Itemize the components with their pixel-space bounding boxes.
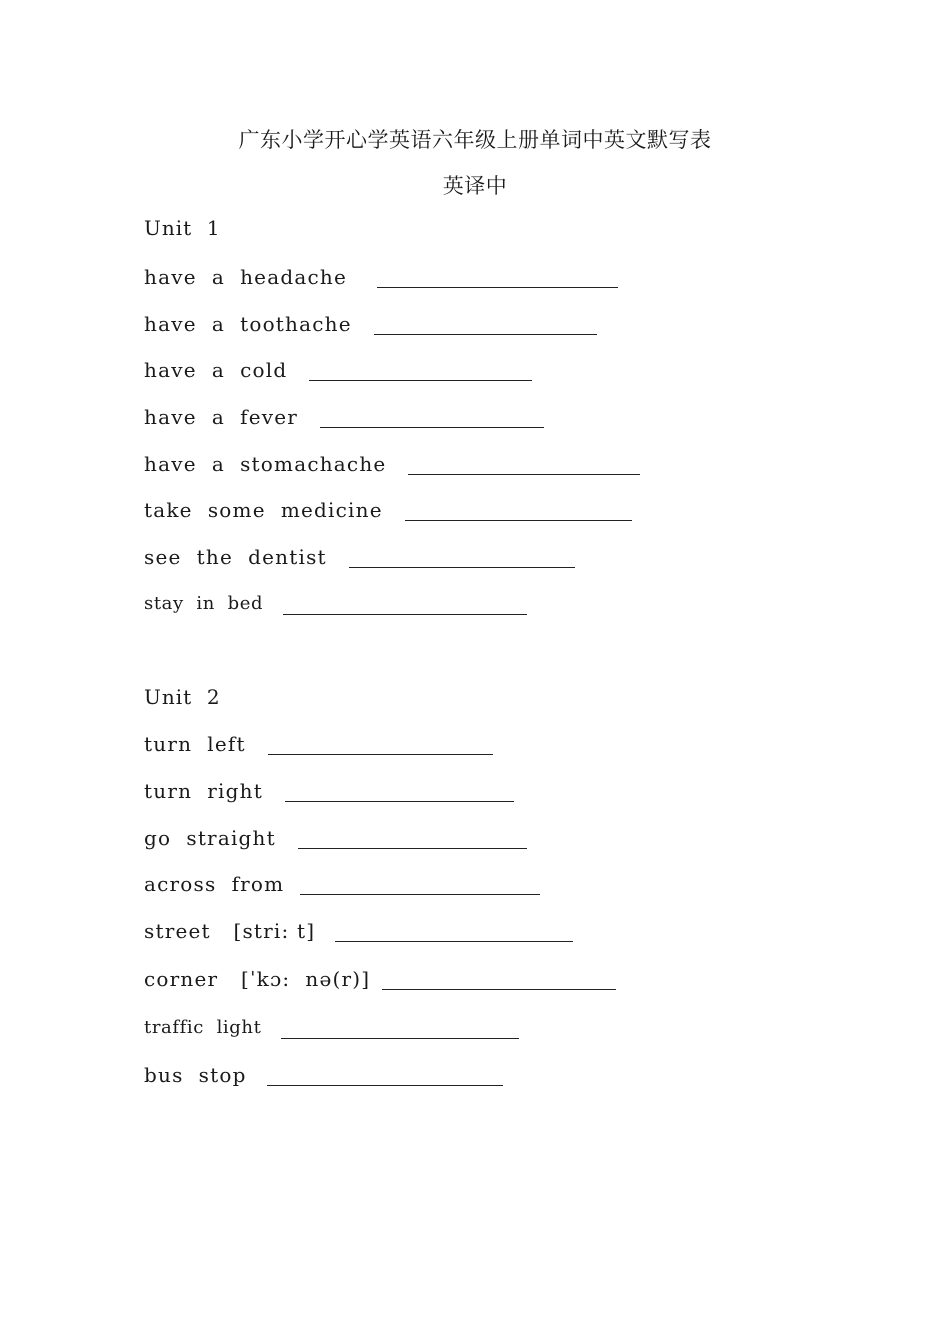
vocab-term: bus stop <box>144 1063 247 1087</box>
list-item <box>144 916 573 942</box>
answer-blank[interactable] <box>283 614 527 615</box>
answer-blank[interactable] <box>268 754 493 755</box>
answer-blank[interactable] <box>267 1085 503 1086</box>
list-item <box>144 964 616 990</box>
list-item <box>144 495 632 521</box>
list-item <box>144 776 514 802</box>
vocab-term: have a headache <box>144 265 347 289</box>
vocab-term: go straight <box>144 826 276 850</box>
vocab-term: turn left <box>144 732 246 756</box>
answer-blank[interactable] <box>298 848 527 849</box>
list-item <box>144 1060 503 1086</box>
vocab-term: turn right <box>144 779 263 803</box>
answer-blank[interactable] <box>281 1038 519 1039</box>
answer-blank[interactable] <box>309 380 532 381</box>
vocab-term: have a stomachache <box>144 452 387 476</box>
vocab-term: have a fever <box>144 405 299 429</box>
vocab-term: across from <box>144 872 285 896</box>
answer-blank[interactable] <box>285 801 514 802</box>
vocab-term: corner [ˈkɔ: nə(r)] <box>144 967 371 991</box>
vocab-term: take some medicine <box>144 498 383 522</box>
answer-blank[interactable] <box>382 989 616 990</box>
answer-blank[interactable] <box>300 894 540 895</box>
list-item <box>144 355 532 381</box>
list-item <box>144 589 527 615</box>
vocab-term: have a toothache <box>144 312 352 336</box>
vocab-term: see the dentist <box>144 545 327 569</box>
answer-blank[interactable] <box>377 287 618 288</box>
vocab-term: stay in bed <box>144 593 264 614</box>
page-title: 广东小学开心学英语六年级上册单词中英文默写表 <box>238 128 712 152</box>
list-item <box>144 309 597 335</box>
list-item <box>144 262 618 288</box>
vocab-term: have a cold <box>144 358 288 382</box>
list-item <box>144 729 493 755</box>
answer-blank[interactable] <box>405 520 632 521</box>
page-subtitle: 英译中 <box>442 174 508 198</box>
list-item <box>144 869 540 895</box>
unit-2-heading: Unit 2 <box>144 685 221 709</box>
unit-1-heading: Unit 1 <box>144 216 221 240</box>
answer-blank[interactable] <box>349 567 575 568</box>
answer-blank[interactable] <box>408 474 640 475</box>
vocab-term: street [stri: t] <box>144 919 316 943</box>
list-item <box>144 402 544 428</box>
answer-blank[interactable] <box>335 941 573 942</box>
list-item <box>144 542 575 568</box>
list-item <box>144 449 640 475</box>
answer-blank[interactable] <box>374 334 597 335</box>
list-item <box>144 1013 519 1039</box>
vocab-term: traffic light <box>144 1017 262 1038</box>
answer-blank[interactable] <box>320 427 544 428</box>
list-item <box>144 823 527 849</box>
